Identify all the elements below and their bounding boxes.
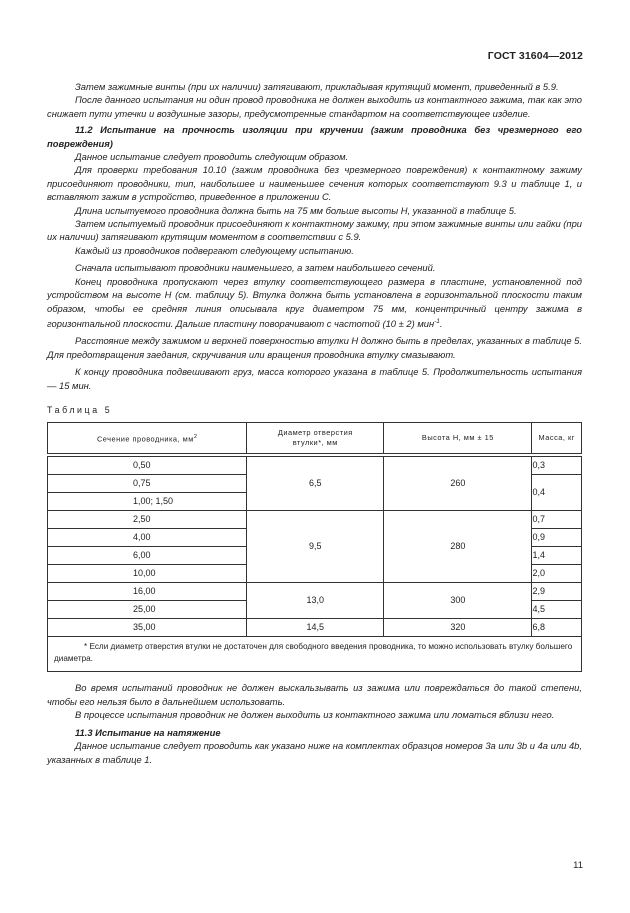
section-heading-11-3: 11.3 Испытание на натяжение: [75, 726, 221, 738]
page-number: 11: [573, 860, 583, 871]
paragraph: Сначала испытывают проводники наименьшего, а затем наибольшего сечений.: [75, 262, 436, 274]
header-height: Высота Н, мм ± 15: [384, 423, 532, 454]
paragraph: Данное испытание следует проводить следующим образом.: [75, 151, 349, 163]
header-section-sup: 2: [193, 434, 198, 441]
paragraph: После данного испытания ни один провод проводника не должен выходить из контактного зажима, так как это снижает пути утечки и воздушные зазоры, предусмотренные стандартом на соответствующее изделие.: [47, 94, 582, 119]
paragraph: Расстояние между зажимом и верхней поверхностью втулки Н должно быть в пределах, указанных в таблице 5. Для предотвращения заедания, скручивания или вращения проводника втулку смазывают.: [47, 335, 582, 360]
table-header-row: [48, 423, 582, 454]
cell-mass: 0,7: [532, 511, 582, 529]
cell-mass: 0,9: [532, 529, 582, 547]
section-heading-11-2: 11.2 Испытание на прочность изоляции при кручении (зажим проводника без чрезмерного его повреждения): [47, 124, 582, 149]
cell-height: 320: [384, 619, 532, 637]
frequency-suffix: .: [439, 318, 443, 330]
paragraph: Каждый из проводников подвергают следующему испытанию.: [75, 244, 354, 256]
standard-header: ГОСТ 31604—2012: [487, 50, 583, 62]
header-diameter: Диаметр отверстия втулки*, мм: [247, 423, 384, 454]
paragraph: К концу проводника подвешивают груз, масса которого указана в таблице 5. Продолжительность испытания — 15 мин.: [47, 366, 582, 391]
header-section-label: Сечение проводника, мм: [96, 434, 194, 444]
table-row: [48, 457, 582, 475]
table-row: [48, 583, 582, 601]
cell-height: 300: [384, 583, 532, 619]
table-caption: Таблица 5: [47, 405, 113, 416]
cell-height: 260: [384, 457, 532, 511]
cell-mass: 6,8: [532, 619, 582, 637]
cell-section: 16,00: [48, 583, 247, 601]
header-mass: Масса, кг: [532, 423, 582, 454]
paragraph: Затем испытуемый проводник присоединяют к контактному зажиму, при этом зажимные винты или гайки (при их наличии) затягивают крутящим моментом в соответствии с 5.9.: [47, 218, 582, 243]
cell-section: 6,00: [48, 547, 247, 565]
table-row: [48, 619, 582, 637]
cell-section: 25,00: [48, 601, 247, 619]
cell-mass: 0,3: [532, 457, 582, 475]
table-5: [47, 422, 582, 672]
cell-mass: 2,0: [532, 565, 582, 583]
footnote-text: * Если диаметр отверстия втулки не достаточен для свободного введения проводника, то можно использовать втулку большего диаметра.: [54, 642, 573, 664]
cell-mass: 4,5: [532, 601, 582, 619]
paragraph-rotation: [47, 275, 582, 331]
cell-mass: 2,9: [532, 583, 582, 601]
cell-diameter: 14,5: [247, 619, 384, 637]
page-content: [47, 80, 582, 766]
cell-section: 4,00: [48, 529, 247, 547]
table-footnote-row: [48, 637, 582, 672]
cell-diameter: 13,0: [247, 583, 384, 619]
cell-mass: 1,4: [532, 547, 582, 565]
cell-section: 35,00: [48, 619, 247, 637]
cell-height: 280: [384, 511, 532, 583]
paragraph: Для проверки требования 10.10 (зажим проводника без чрезмерного повреждения) к контактному зажиму присоединяют проводники, тип, наибольшее и наименьшее сечения которых соответствуют 9.3 и таблице 1, и вставляют зажим в устройство, приведенное в приложении С.: [47, 164, 582, 203]
cell-diameter: 6,5: [247, 457, 384, 511]
cell-section: 2,50: [48, 511, 247, 529]
table-footnote: [48, 637, 582, 672]
cell-diameter: 9,5: [247, 511, 384, 583]
paragraph: Затем зажимные винты (при их наличии) затягивают, прикладывая крутящий момент, приведенный в 5.9.: [75, 81, 559, 92]
cell-section: 0,75: [48, 475, 247, 493]
paragraph: Длина испытуемого проводника должна быть на 75 мм больше высоты Н, указанной в таблице 5.: [75, 204, 517, 216]
paragraph-text: Конец проводника пропускают через втулку соответствующего размера в пластине, установленной под устройством на высоте Н (см. таблицу 5). Втулка должна быть установлена в горизонтальной плоскости таким образом, чтобы ее средняя линия описывала круг диаметром 75 мм, концентричный центру зажима в горизонтальной плоскости. Дальше пластину поворачивают с частотой (10 ± 2) мин: [47, 275, 582, 330]
cell-section: 0,50: [48, 457, 247, 475]
cell-section: 10,00: [48, 565, 247, 583]
paragraph: В процессе испытания проводник не должен выходить из контактного зажима или ломаться вблизи него.: [75, 709, 555, 721]
paragraph: Данное испытание следует проводить как указано ниже на комплектах образцов номеров 3а или 3b и 4а или 4b, указанных в таблице 1.: [47, 740, 582, 765]
header-section: [48, 423, 247, 454]
spacer: [47, 672, 582, 681]
cell-section: 1,00; 1,50: [48, 493, 247, 511]
frequency-exponent: -1: [434, 317, 440, 325]
cell-mass: 0,4: [532, 475, 582, 511]
paragraph: Во время испытаний проводник не должен выскальзывать из зажима или повреждаться до такой степени, чтобы его нельзя было в дальнейшем использовать.: [47, 682, 582, 707]
table-row: [48, 511, 582, 529]
